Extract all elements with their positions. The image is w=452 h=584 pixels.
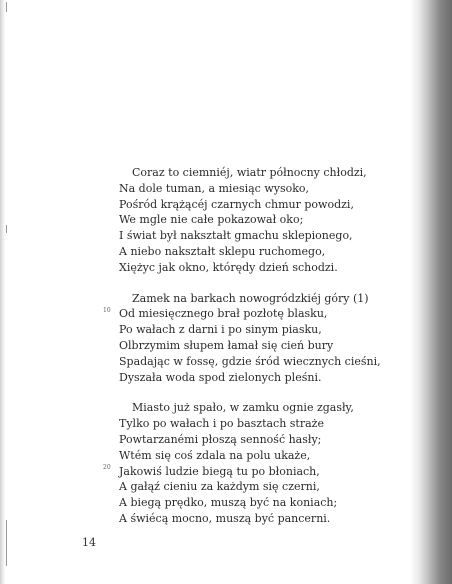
- poem-line: A świécą mocno, muszą być pancerni.: [119, 511, 331, 525]
- poem-line: Spadając w fossę, gdzie śród wiecznych cieśni,: [119, 354, 381, 368]
- stanza: [119, 291, 381, 386]
- poem-line: Na dole tuman, a miesiąc wysoko,: [119, 181, 310, 195]
- poem-line: A biegą prędko, muszą być na koniach;: [119, 496, 338, 510]
- line-number-marker: 10: [103, 307, 111, 314]
- poem-line: Coraz to ciemniéj, wiatr północny chłodzi,: [132, 166, 367, 179]
- book-spine-shadow: [410, 0, 452, 584]
- poem-line: We mgle nie całe pokazował oko;: [119, 213, 304, 227]
- poem-line: Powtarzanémi płoszą senność hasły;: [119, 432, 322, 446]
- poem-line: Pośród krążącéj czarnych chmur powodzi,: [119, 197, 354, 211]
- poem-line: Dyszała woda spod zielonych pleśni.: [119, 370, 322, 384]
- line-number-marker: 20: [103, 464, 111, 471]
- poem-line: Olbrzymim słupem łamał się cień bury: [119, 338, 334, 352]
- poem-text: [119, 165, 381, 542]
- poem-line: I świat był nakształt gmachu sklepionego,: [119, 229, 353, 243]
- poem-line: Jakowiś ludzie biegą tu po błoniach,: [119, 464, 320, 478]
- page-edge-mark: [6, 225, 7, 233]
- poem-line: Miasto już spało, w zamku ognie zgasły,: [132, 401, 354, 415]
- page-edge-mark: [6, 2, 7, 12]
- poem-line: A gałąź cieniu za każdym się czerni,: [119, 480, 320, 494]
- poem-line: Xiężyc jak okno, którędy dzień schodzi.: [119, 260, 338, 274]
- poem-line: A niebo nakształt sklepu ruchomego,: [119, 244, 326, 258]
- poem-line: Wtém się coś zdala na polu ukaże,: [119, 448, 311, 462]
- stanza: [119, 400, 369, 526]
- page-number: 14: [82, 536, 96, 549]
- stanza: [119, 165, 369, 276]
- poem-line: Tylko po wałach i po basztach straże: [119, 417, 324, 431]
- poem-line: Po wałach z darni i po sinym piasku,: [119, 323, 322, 337]
- page-gutter-edge: [0, 0, 6, 584]
- page-edge-mark: [6, 520, 7, 566]
- poem-line: Od miesięcznego brał pozłotę blasku,: [119, 307, 328, 321]
- poem-line: Zamek na barkach nowogródzkiéj góry (1): [132, 291, 369, 305]
